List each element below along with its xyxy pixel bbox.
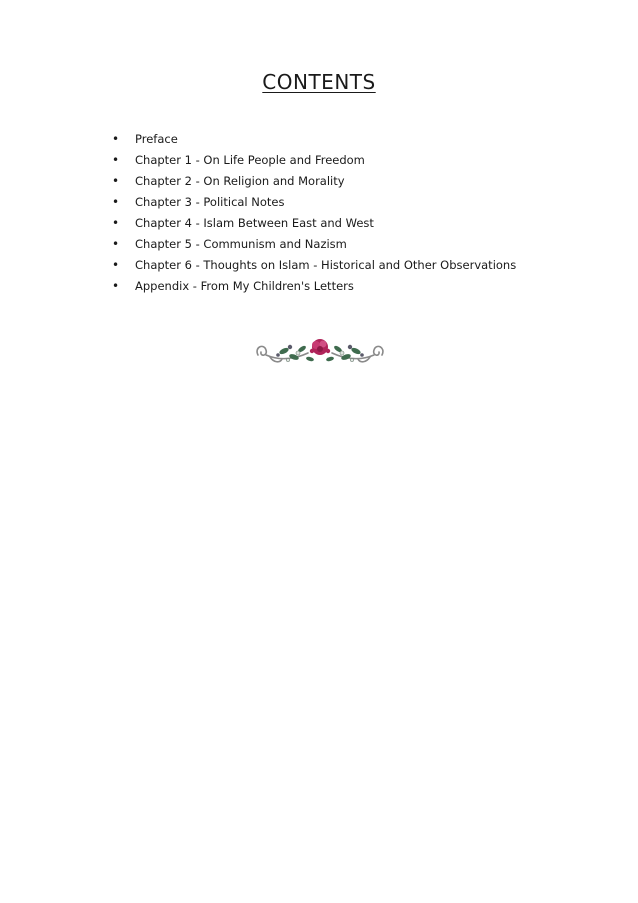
toc-item-chapter-5[interactable] bbox=[112, 236, 516, 257]
toc-item-label[interactable]: Chapter 3 - Political Notes bbox=[135, 195, 285, 209]
toc-item-chapter-2[interactable] bbox=[112, 173, 516, 194]
toc-item-chapter-1[interactable] bbox=[112, 152, 516, 173]
toc-item-chapter-3[interactable] bbox=[112, 194, 516, 215]
floral-divider-icon bbox=[250, 333, 390, 373]
toc-item-preface[interactable] bbox=[112, 131, 516, 152]
toc-item-label[interactable]: Chapter 6 - Thoughts on Islam - Historical and Other Observations bbox=[135, 258, 517, 272]
toc-item-label[interactable]: Chapter 2 - On Religion and Morality bbox=[135, 174, 345, 188]
toc-item-label[interactable]: Preface bbox=[135, 132, 178, 146]
bullet-icon: • bbox=[112, 132, 120, 146]
toc-item-label[interactable]: Chapter 5 - Communism and Nazism bbox=[135, 237, 347, 251]
bullet-icon: • bbox=[112, 216, 120, 230]
bullet-icon: • bbox=[112, 237, 120, 251]
table-of-contents bbox=[112, 131, 516, 299]
bullet-icon: • bbox=[112, 153, 120, 167]
toc-item-chapter-4[interactable] bbox=[112, 215, 516, 236]
toc-item-appendix[interactable] bbox=[112, 278, 516, 299]
toc-item-label[interactable]: Appendix - From My Children's Letters bbox=[135, 279, 354, 293]
bullet-icon: • bbox=[112, 279, 120, 293]
contents-title: CONTENTS bbox=[262, 70, 376, 94]
bullet-icon: • bbox=[112, 195, 120, 209]
bullet-icon: • bbox=[112, 258, 120, 272]
bullet-icon: • bbox=[112, 174, 120, 188]
toc-item-label[interactable]: Chapter 4 - Islam Between East and West bbox=[135, 216, 374, 230]
toc-item-label[interactable]: Chapter 1 - On Life People and Freedom bbox=[135, 153, 365, 167]
toc-item-chapter-6[interactable] bbox=[112, 257, 516, 278]
